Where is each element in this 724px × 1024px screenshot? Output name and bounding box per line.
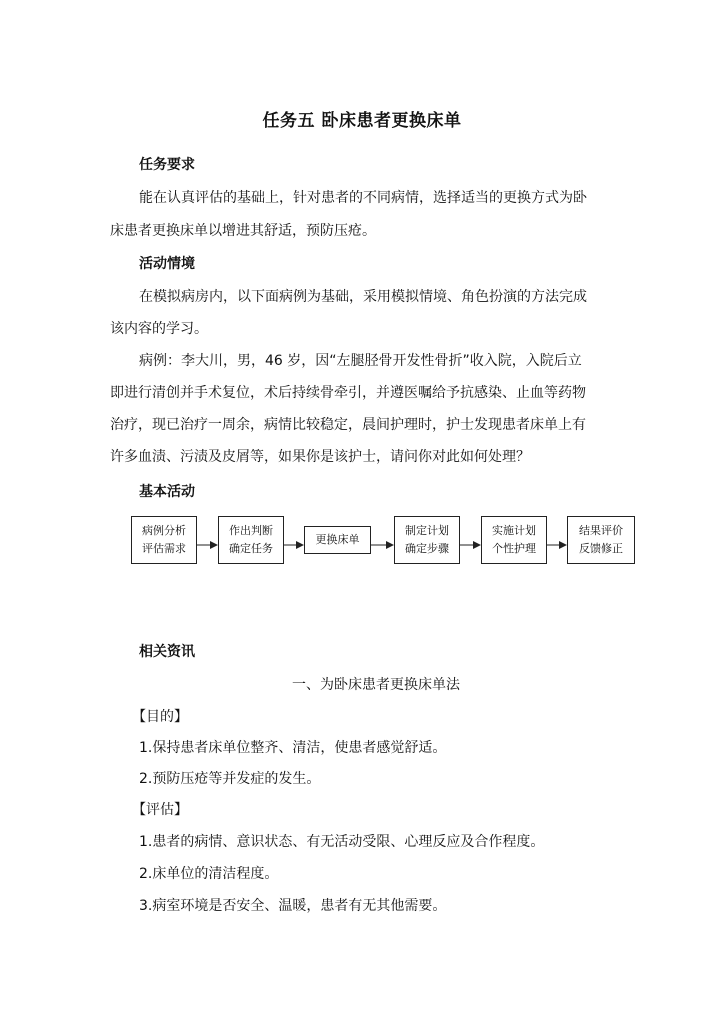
page-title: 任务五 卧床患者更换床单 [262, 111, 462, 131]
scenario-line-1: 在模拟病房内，以下面病例为基础，采用模拟情境、角色扮演的方法完成 [139, 289, 587, 305]
task-requirements-heading: 任务要求 [139, 157, 195, 173]
basic-activity-heading: 基本活动 [139, 484, 195, 500]
flow-step-3-line-1: 更换床单 [315, 533, 360, 546]
flow-step-evaluate [567, 516, 635, 564]
flow-step-4-line-2: 确定步骤 [405, 542, 449, 555]
flow-step-change-sheets [304, 526, 371, 554]
flow-step-1-line-1: 病例分析 [142, 524, 186, 537]
flow-step-implement [481, 516, 547, 564]
related-info-heading: 相关资讯 [139, 644, 195, 660]
info-subtitle: 一、为卧床患者更换床单法 [292, 677, 460, 693]
flow-step-judgement [218, 516, 284, 564]
flow-step-plan [394, 516, 460, 564]
case-line-1: 病例：李大川，男，46 岁，因“左腿胫骨开发性骨折”收入院，入院后立 [139, 353, 582, 369]
assess-item-3: 3.病室环境是否安全、温暖，患者有无其他需要。 [139, 898, 447, 914]
flow-step-2-line-1: 作出判断 [229, 524, 273, 537]
case-line-2: 即进行清创并手术复位，术后持续骨牵引，并遵医嘱给予抗感染、止血等药物 [110, 385, 586, 401]
flow-step-5-line-2: 个性护理 [492, 542, 536, 555]
case-line-3: 治疗，现已治疗一周余，病情比较稳定，晨间护理时，护士发现患者床单上有 [110, 417, 586, 433]
flow-step-6-line-1: 结果评价 [579, 524, 623, 537]
flow-step-6-line-2: 反馈修正 [579, 542, 623, 555]
purpose-item-2: 2.预防压疮等并发症的发生。 [139, 771, 321, 787]
case-line-4: 许多血渍、污渍及皮屑等，如果你是该护士，请问你对此如何处理？ [110, 449, 530, 465]
assess-item-1: 1.患者的病情、意识状态、有无活动受限、心理反应及合作程度。 [139, 834, 545, 850]
scenario-line-2: 该内容的学习。 [110, 321, 208, 337]
assess-item-2: 2.床单位的清洁程度。 [139, 866, 279, 882]
flow-step-case-analysis [131, 516, 197, 564]
flow-step-4-line-1: 制定计划 [405, 524, 449, 537]
purpose-heading: 【目的】 [132, 709, 188, 725]
scenario-heading: 活动情境 [139, 256, 195, 272]
flow-step-1-line-2: 评估需求 [142, 542, 186, 555]
purpose-item-1: 1.保持患者床单位整齐、清洁，使患者感觉舒适。 [139, 740, 447, 756]
task-requirements-line-2: 床患者更换床单以增进其舒适，预防压疮。 [110, 223, 376, 239]
assess-heading: 【评估】 [132, 802, 188, 818]
flow-step-5-line-1: 实施计划 [492, 524, 536, 537]
flow-step-2-line-2: 确定任务 [229, 542, 273, 555]
task-requirements-line-1: 能在认真评估的基础上，针对患者的不同病情，选择适当的更换方式为卧 [139, 190, 587, 206]
